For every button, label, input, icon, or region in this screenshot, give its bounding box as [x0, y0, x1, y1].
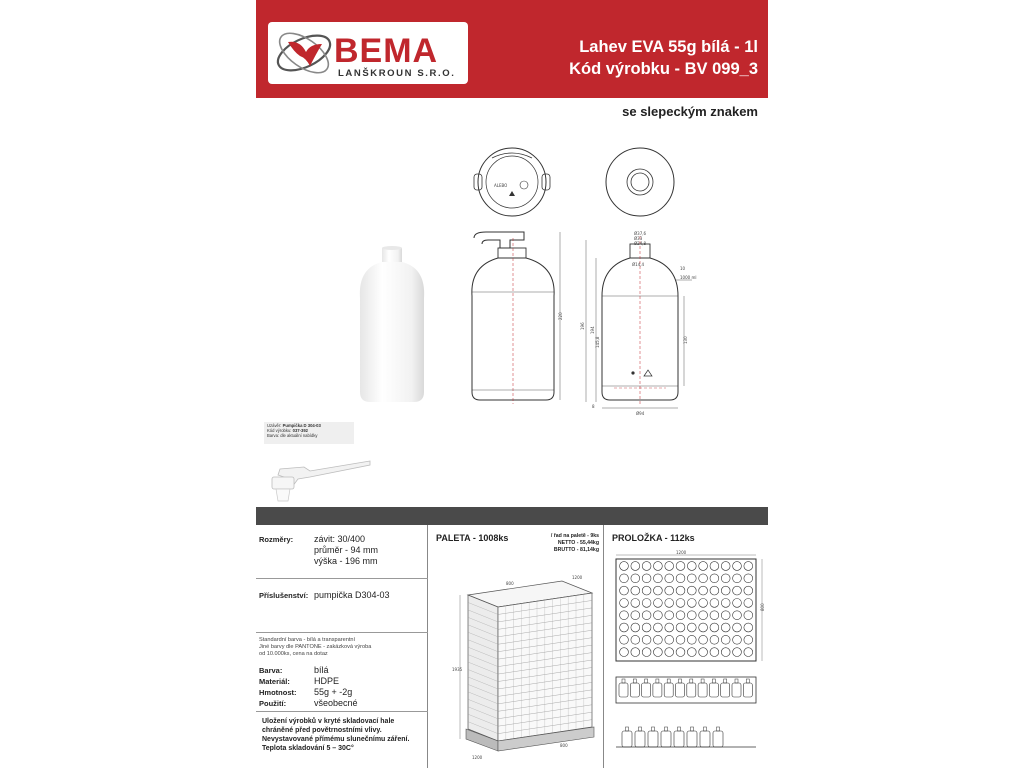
- storage-line-4: Teplota skladování 5 – 30C°: [262, 745, 354, 752]
- accessories-value: pumpička D304-03: [314, 590, 390, 600]
- closure-value: Pumpička D 304-03: [282, 423, 321, 428]
- dim-base: Ø94: [636, 411, 645, 416]
- pad-side-view-2: [616, 727, 756, 747]
- product-code: Kód výrobku - BV 099_3: [569, 60, 758, 78]
- top-view-pump: [474, 148, 550, 216]
- storage-line-2: chráněné před povětrnostními vlivy.: [262, 727, 382, 734]
- pallet-dim-bottom-b: 800: [560, 743, 568, 748]
- storage-divider: [256, 711, 428, 712]
- pad-dim-width: 1200: [676, 550, 687, 555]
- pallet-dim-bottom-a: 1200: [472, 755, 483, 760]
- section-divider: [256, 507, 768, 525]
- accessories-row: [256, 579, 428, 633]
- product-name: Lahev EVA 55g bílá - 1l: [579, 38, 758, 56]
- usage-value: všeobecné: [314, 698, 358, 708]
- top-view-text: ALEBO: [494, 183, 508, 188]
- color-label: Barva:: [259, 666, 283, 675]
- dim-neck-outer: Ø37,6: [634, 231, 647, 236]
- pallet-netto: NETTO - 55,44kg: [557, 540, 599, 546]
- dim-total-height: 196: [580, 322, 585, 330]
- color-note-3: od 10.000ks, cena na dotaz: [259, 651, 328, 657]
- dim-body-height: 145,8: [595, 336, 600, 348]
- color-note: Barva: dle aktuální nabídky: [267, 433, 318, 438]
- material-label: Materiál:: [259, 677, 290, 686]
- header-banner: [256, 0, 768, 98]
- color-note-1: Standardní barva - bílá a transparentní: [259, 637, 356, 643]
- pad-dim-height: 800: [760, 603, 765, 611]
- code-label: Kód výrobku:: [267, 428, 292, 433]
- pallet-dim-top-a: 800: [506, 581, 514, 586]
- dim-small-b: 10: [680, 266, 686, 271]
- pallet-rows: / řad na paletě - 9ks: [550, 533, 599, 539]
- bema-logo: [268, 22, 468, 84]
- material-value: HDPE: [314, 676, 340, 686]
- brand-name: BEMA: [334, 32, 439, 70]
- side-view-dimensioned: [580, 231, 696, 416]
- dim-label-height: 130: [683, 336, 688, 344]
- pallet-title: PALETA - 1008ks: [436, 533, 509, 543]
- dim-shoulder: Ø14,4: [632, 262, 645, 267]
- color-value: bílá: [314, 665, 329, 675]
- bottle-photo: [360, 246, 424, 402]
- accessories-label: Příslušenství:: [259, 591, 309, 600]
- pallet-info: [551, 533, 599, 554]
- dimensions-row: [256, 525, 428, 579]
- color-note-2: Jiné barvy dle PANTONE - zakázková výroba: [259, 644, 372, 650]
- diameter-value: průměr - 94 mm: [314, 545, 379, 555]
- pump-photo: [258, 455, 378, 503]
- dim-tall-height: 220: [558, 312, 563, 320]
- technical-drawings: [256, 140, 768, 420]
- product-title: [569, 36, 758, 80]
- pallet-brutto: BRUTTO - 81,14kg: [553, 547, 599, 553]
- top-view-neck: [606, 148, 674, 216]
- accessory-label: [264, 422, 354, 444]
- height-value: výška - 196 mm: [314, 556, 378, 566]
- pallet-drawing: [432, 575, 600, 765]
- dim-neck-mid: Ø33: [634, 236, 643, 241]
- dim-mid-height: 194: [590, 326, 595, 334]
- specifications-panel: [256, 525, 428, 768]
- pallet-dim-top-b: 1200: [572, 575, 583, 580]
- code-value: 037-392: [292, 428, 308, 433]
- thread-value: závit: 30/400: [314, 534, 366, 544]
- pad-side-view: [619, 679, 752, 697]
- product-sheet: [256, 0, 768, 768]
- weight-label: Hmotnost:: [259, 688, 297, 697]
- pad-drawing: [608, 549, 766, 765]
- pallet-dim-height: 1935: [452, 667, 463, 672]
- brand-subtitle: LANŠKROUN S.R.O.: [338, 68, 456, 79]
- pad-grid: [620, 562, 753, 657]
- pallet-panel: [428, 525, 604, 768]
- storage-line-3: Nevystavované přímému slunečnímu záření.: [262, 736, 410, 743]
- dim-neck-inner: Ø24,8: [634, 241, 647, 246]
- layer-pad-panel: [604, 525, 768, 768]
- weight-value: 55g + -2g: [314, 687, 353, 697]
- dim-volume: 1000 ml: [680, 275, 697, 280]
- side-view-pump: [472, 232, 563, 404]
- storage-line-1: Uložení výrobků v kryté skladovací hale: [262, 718, 395, 725]
- dim-small-a: 8: [592, 404, 595, 409]
- dimensions-label: Rozměry:: [259, 535, 294, 544]
- closure-label: Uzávěr:: [267, 423, 282, 428]
- pad-title: PROLOŽKA - 112ks: [612, 533, 695, 543]
- usage-label: Použití:: [259, 699, 287, 708]
- product-variant: se slepeckým znakem: [622, 104, 758, 119]
- logo-orbit-icon: [270, 22, 334, 84]
